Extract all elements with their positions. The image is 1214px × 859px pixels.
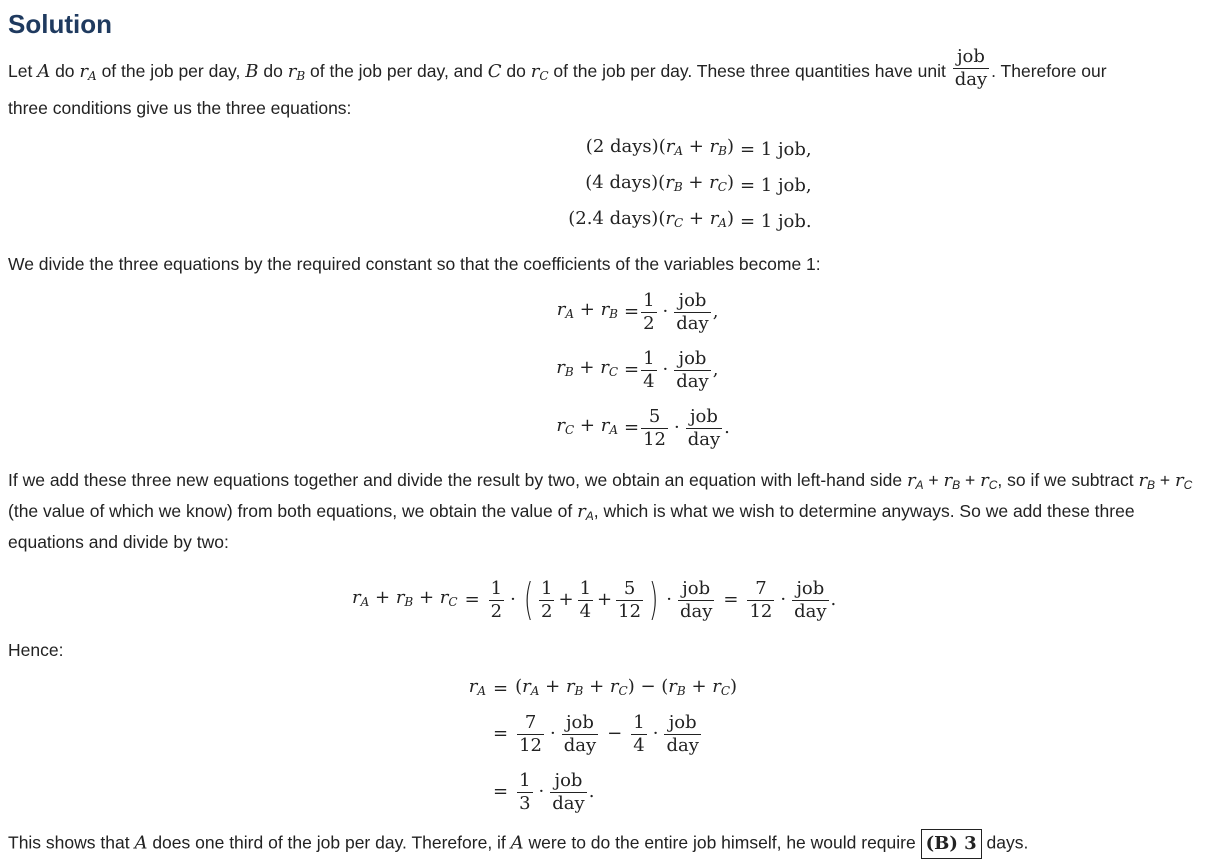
intro-line2: three conditions give us the three equations:: [8, 98, 352, 118]
system2-eq3: $r_C + r_A$ = $\frac{5}{12}$ · $\frac{\text{job}}{\text{day}}$ .: [556, 405, 730, 450]
unit-fraction: $\frac{\text{job}}{\text{day}}$: [954, 46, 988, 90]
solution-heading: Solution: [8, 9, 112, 39]
system2-eq2: $r_B + r_C$ = $\frac{1}{4}$ · $\frac{\text{job}}{\text{day}}$ ,: [556, 347, 719, 392]
system1-eq1: (2 $days)(r_A + r_B)$ = 1 job,: [585, 136, 812, 160]
equation-system-2: [508, 283, 1206, 457]
system1-eq3: (2.4 $days)(r_C + r_A)$ = 1 job.: [568, 208, 812, 232]
hence-label: Hence:: [8, 640, 64, 660]
equation-system-1: [472, 131, 1206, 239]
answer-box: (B) 3: [921, 829, 982, 859]
system2-eq1: $r_A + r_B$ = $\frac{1}{2}$ · $\frac{\text{job}}{\text{day}}$ ,: [556, 289, 719, 334]
conclusion-paragraph: This shows that A does one third of the job per day. Therefore, if A were to do the entire job himself, he would require (B) 3 days.: [8, 829, 1206, 859]
final-derivation: $r_A$ = $(r_A + r_B + r_C) - (r_B + r_C)$ = $\frac{7}{12}$ · $\frac{\text{job}}{\text{day}}$ − $\frac{1}{4}$ · $\frac{\text{job}}{\text{day}}$ = $\frac{1}{3}$ · $\frac{\text{job}}{\text{day}}$ .: [468, 676, 738, 814]
divide-paragraph: We divide the three equations by the required constant so that the coefficients of the variables become 1:: [8, 254, 821, 274]
sum-equation: $r_A + r_B + r_C$ = $\frac{1}{2}$ · ( $\frac{1}{2}$ + $\frac{1}{4}$ + $\frac{5}{12}$ ) · $\frac{\text{job}}{\text{day}}$ = $\frac{7}{12}$ · $\frac{\text{job}}{\text{day}}$ .: [352, 574, 837, 625]
system1-eq2: (4 $days)(r_B + r_C)$ = 1 job,: [585, 172, 812, 196]
add-paragraph: If we add these three new equations together and divide the result by two, we obtain an equation with left-hand side $r_A + r_B + r_C$, so if we subtract $r_B + r_C$ (the value of which we know) from both equations, we obtain the value of $r_A$, which is what we wish to determine anyways. So we add these three equations and divide by two:: [8, 470, 1193, 552]
intro-paragraph: Let A do $r_A$ of the job per day, B do $r_B$ of the job per day, and C do $r_C$ of the job per day. These three quantities have unit $\frac{\text{job}}{\text{day}}$ . Therefore our: [8, 46, 1107, 90]
